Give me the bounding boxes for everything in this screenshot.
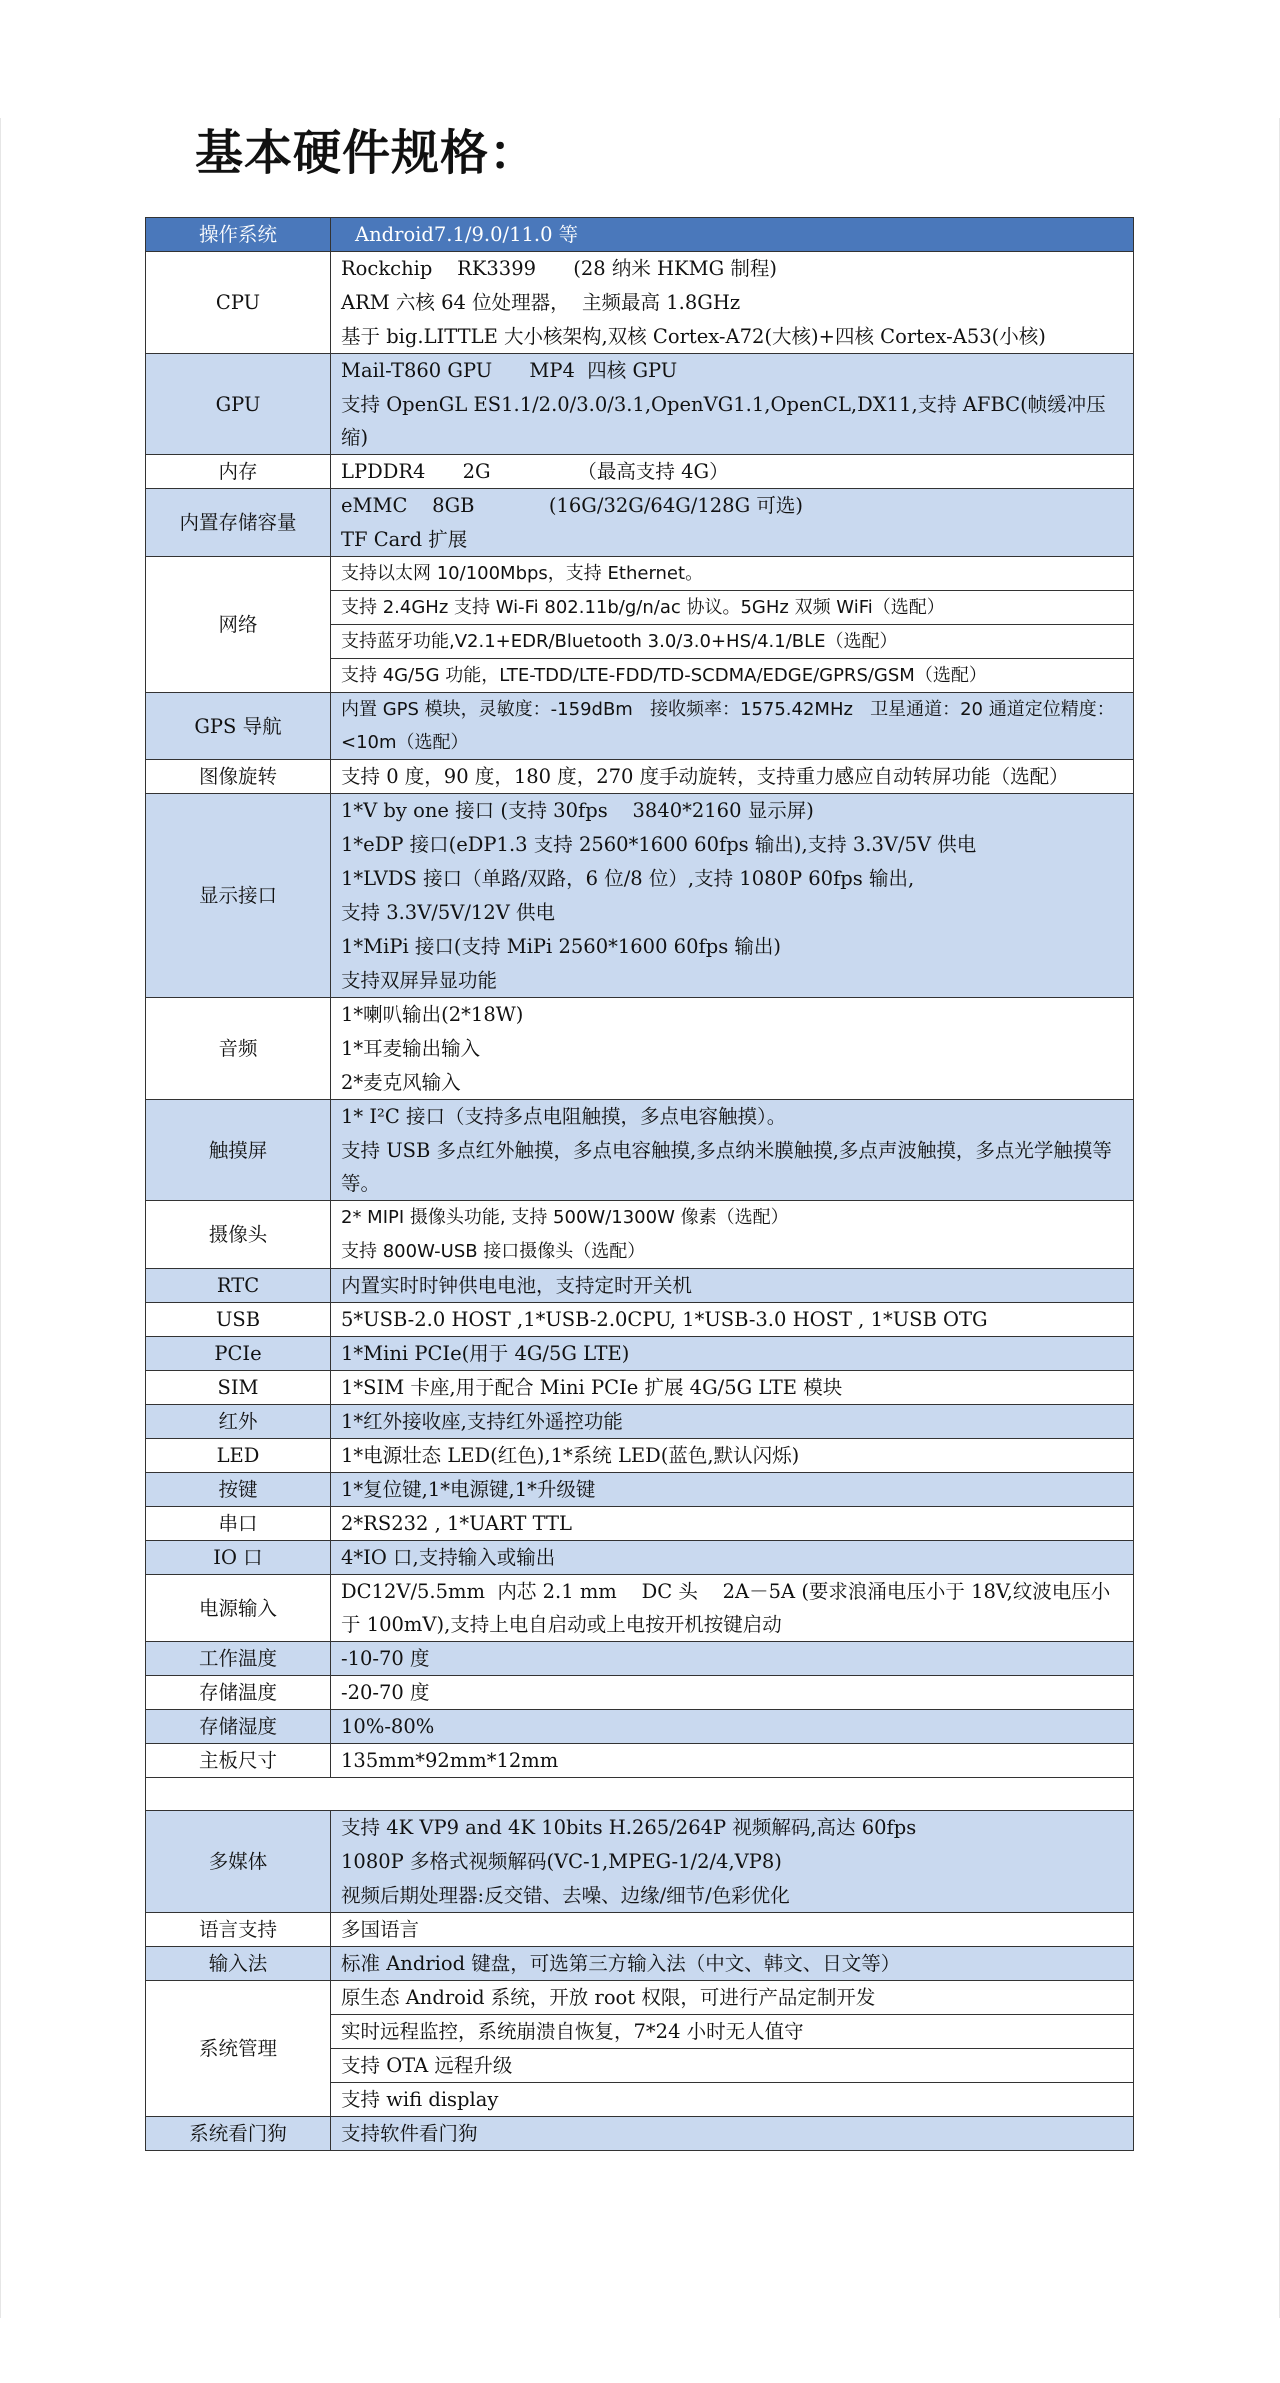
value-line: 135mm*92mm*12mm	[341, 1749, 559, 1772]
row-label: RTC	[146, 1269, 331, 1303]
row-value	[331, 1439, 1134, 1473]
row-label: 内置存储容量	[146, 489, 331, 557]
row-value	[331, 1100, 1134, 1201]
row-value	[331, 1371, 1134, 1405]
row-label: CPU	[146, 252, 331, 354]
row-usb	[146, 1303, 1134, 1337]
row-label: 显示接口	[146, 794, 331, 998]
row-label: 按键	[146, 1473, 331, 1507]
page-title: 基本硬件规格：	[195, 125, 539, 181]
row-label: PCIe	[146, 1337, 331, 1371]
row-store-temp	[146, 1676, 1134, 1710]
row-value	[331, 659, 1134, 693]
row-multimedia	[146, 1811, 1134, 1913]
row-keys	[146, 1473, 1134, 1507]
value-line: DC12V/5.5mm 内芯 2.1 mm DC 头 2A－5A (要求浪涌电压小于 18V,纹波电压小于 100mV),支持上电自启动或上电按开机按键启动	[341, 1580, 1111, 1636]
row-value	[331, 760, 1134, 794]
value-line: 支持 4K VP9 and 4K 10bits H.265/264P 视频解码,高达 60fps	[341, 1816, 917, 1839]
row-ir	[146, 1405, 1134, 1439]
row-value	[331, 1575, 1134, 1642]
row-value	[331, 1473, 1134, 1507]
row-value	[331, 1541, 1134, 1575]
row-label: 操作系统	[146, 218, 331, 252]
row-watchdog	[146, 2117, 1134, 2151]
row-memory	[146, 455, 1134, 489]
row-value	[331, 1337, 1134, 1371]
row-label: 串口	[146, 1507, 331, 1541]
row-spacer	[146, 1778, 1134, 1811]
value-line: 支持蓝牙功能,V2.1+EDR/Bluetooth 3.0/3.0+HS/4.1/BLE（选配）	[341, 631, 898, 652]
value-line: 支持软件看门狗	[341, 2122, 478, 2145]
row-value	[331, 1303, 1134, 1337]
value-line: 支持双屏异显功能	[341, 969, 498, 992]
row-label: 语言支持	[146, 1913, 331, 1947]
spacer-cell	[146, 1778, 1134, 1811]
row-label: 图像旋转	[146, 760, 331, 794]
row-label: 主板尺寸	[146, 1744, 331, 1778]
row-label: 内存	[146, 455, 331, 489]
value-line: -10-70 度	[341, 1647, 430, 1670]
value-line: 内置实时时钟供电电池，支持定时开关机	[341, 1274, 693, 1297]
row-label: 网络	[146, 557, 331, 693]
row-label: 系统管理	[146, 1981, 331, 2117]
value-line: 多国语言	[341, 1918, 420, 1941]
row-value	[331, 354, 1134, 455]
row-value	[331, 794, 1134, 998]
value-line: 1*Mini PCIe(用于 4G/5G LTE)	[341, 1342, 630, 1365]
value-line: 支持 wifi display	[341, 2088, 499, 2111]
row-value	[331, 1405, 1134, 1439]
value-line: 5*USB-2.0 HOST ,1*USB-2.0CPU, 1*USB-3.0 HOST , 1*USB OTG	[341, 1308, 988, 1331]
row-value	[331, 2015, 1134, 2049]
value-line: 原生态 Android 系统，开放 root 权限，可进行产品定制开发	[341, 1986, 876, 2009]
row-touch	[146, 1100, 1134, 1201]
row-display	[146, 794, 1134, 998]
row-value	[331, 489, 1134, 557]
row-power	[146, 1575, 1134, 1642]
row-value	[331, 693, 1134, 760]
value-line: 支持 4G/5G 功能，LTE-TDD/LTE-FDD/TD-SCDMA/EDGE/GPRS/GSM（选配）	[341, 665, 987, 686]
value-line: 支持 800W-USB 接口摄像头（选配）	[341, 1241, 646, 1262]
row-os	[146, 218, 1134, 252]
row-work-temp	[146, 1642, 1134, 1676]
row-label: 工作温度	[146, 1642, 331, 1676]
row-value	[331, 2117, 1134, 2151]
row-value	[331, 218, 1134, 252]
row-led	[146, 1439, 1134, 1473]
row-storage	[146, 489, 1134, 557]
value-line: 标准 Andriod 键盘，可选第三方输入法（中文、韩文、日文等）	[341, 1952, 901, 1975]
row-label: USB	[146, 1303, 331, 1337]
value-line: 1*eDP 接口(eDP1.3 支持 2560*1600 60fps 输出),支持 3.3V/5V 供电	[341, 833, 977, 856]
row-value	[331, 2083, 1134, 2117]
value-line: 1* I²C 接口（支持多点电阻触摸，多点电容触摸）。	[341, 1105, 787, 1128]
row-sys-mgmt-1	[146, 1981, 1134, 2015]
row-value	[331, 1201, 1134, 1269]
row-value	[331, 1744, 1134, 1778]
value-line: 实时远程监控，系统崩溃自恢复，7*24 小时无人值守	[341, 2020, 804, 2043]
value-line: 10%-80%	[341, 1715, 435, 1738]
row-label: 摄像头	[146, 1201, 331, 1269]
row-input-method	[146, 1947, 1134, 1981]
value-line: 1*耳麦输出输入	[341, 1037, 481, 1060]
row-audio	[146, 998, 1134, 1100]
value-line: 视频后期处理器:反交错、去噪、边缘/细节/色彩优化	[341, 1884, 790, 1907]
value-line: 支持 0 度，90 度，180 度，270 度手动旋转，支持重力感应自动转屏功能（选配）	[341, 765, 1069, 788]
row-label: 电源输入	[146, 1575, 331, 1642]
row-io	[146, 1541, 1134, 1575]
value-line: 1*MiPi 接口(支持 MiPi 2560*1600 60fps 输出)	[341, 935, 782, 958]
row-humidity	[146, 1710, 1134, 1744]
row-rtc	[146, 1269, 1134, 1303]
row-value	[331, 591, 1134, 625]
value-line: Android7.1/9.0/11.0 等	[355, 223, 579, 246]
row-value	[331, 1811, 1134, 1913]
value-line: 1*电源壮态 LED(红色),1*系统 LED(蓝色,默认闪烁)	[341, 1444, 800, 1467]
row-camera	[146, 1201, 1134, 1269]
row-cpu	[146, 252, 1134, 354]
row-sim	[146, 1371, 1134, 1405]
value-line: 1*复位键,1*电源键,1*升级键	[341, 1478, 596, 1501]
row-value	[331, 1676, 1134, 1710]
value-line: 1*SIM 卡座,用于配合 Mini PCIe 扩展 4G/5G LTE 模块	[341, 1376, 843, 1399]
row-gps	[146, 693, 1134, 760]
row-label: GPU	[146, 354, 331, 455]
value-line: 内置 GPS 模块，灵敏度：-159dBm 接收频率：1575.42MHz 卫星通道：20 通道定位精度：<10m（选配）	[341, 699, 1115, 753]
row-label: 红外	[146, 1405, 331, 1439]
value-line: 1*LVDS 接口（单路/双路，6 位/8 位）,支持 1080P 60fps 输出,	[341, 867, 915, 890]
value-line: Rockchip RK3399 (28 纳米 HKMG 制程)	[341, 257, 777, 280]
row-label: 系统看门狗	[146, 2117, 331, 2151]
row-value	[331, 998, 1134, 1100]
row-pcie	[146, 1337, 1134, 1371]
value-line: 支持以太网 10/100Mbps，支持 Ethernet。	[341, 563, 704, 584]
row-serial	[146, 1507, 1134, 1541]
row-label: GPS 导航	[146, 693, 331, 760]
value-line: Mail-T860 GPU MP4 四核 GPU	[341, 359, 678, 382]
value-line: 1080P 多格式视频解码(VC-1,MPEG-1/2/4,VP8)	[341, 1850, 782, 1873]
value-line: 2*RS232 , 1*UART TTL	[341, 1512, 572, 1535]
row-label: 输入法	[146, 1947, 331, 1981]
value-line: 支持 OTA 远程升级	[341, 2054, 513, 2077]
value-line: ARM 六核 64 位处理器， 主频最高 1.8GHz	[341, 291, 741, 314]
value-line: 1*喇叭输出(2*18W)	[341, 1003, 524, 1026]
spec-table	[145, 217, 1134, 2151]
value-line: 支持 USB 多点红外触摸，多点电容触摸,多点纳米膜触摸,多点声波触摸，多点光学触摸等等。	[341, 1139, 1112, 1195]
value-line: 2*麦克风输入	[341, 1071, 461, 1094]
value-line: -20-70 度	[341, 1681, 430, 1704]
row-value	[331, 1710, 1134, 1744]
row-value	[331, 2049, 1134, 2083]
value-line: eMMC 8GB (16G/32G/64G/128G 可选)	[341, 494, 803, 517]
row-value	[331, 1507, 1134, 1541]
value-line: 支持 3.3V/5V/12V 供电	[341, 901, 556, 924]
row-label: 多媒体	[146, 1811, 331, 1913]
value-line: TF Card 扩展	[341, 528, 468, 551]
row-value	[331, 625, 1134, 659]
row-value	[331, 1981, 1134, 2015]
row-value	[331, 1269, 1134, 1303]
row-value	[331, 1947, 1134, 1981]
value-line: LPDDR4 2G （最高支持 4G）	[341, 460, 729, 483]
row-rotation	[146, 760, 1134, 794]
value-line: 2* MIPI 摄像头功能, 支持 500W/1300W 像素（选配）	[341, 1207, 789, 1228]
row-label: 存储湿度	[146, 1710, 331, 1744]
value-line: 1*V by one 接口 (支持 30fps 3840*2160 显示屏)	[341, 799, 814, 822]
value-line: 1*红外接收座,支持红外遥控功能	[341, 1410, 623, 1433]
row-value	[331, 1642, 1134, 1676]
row-network-1	[146, 557, 1134, 591]
row-board-size	[146, 1744, 1134, 1778]
row-label: LED	[146, 1439, 331, 1473]
page-edge-left	[0, 118, 1, 2318]
row-value	[331, 557, 1134, 591]
row-label: 存储温度	[146, 1676, 331, 1710]
row-value	[331, 252, 1134, 354]
value-line: 支持 2.4GHz 支持 Wi-Fi 802.11b/g/n/ac 协议。5GHz 双频 WiFi（选配）	[341, 597, 945, 618]
value-line: 4*IO 口,支持输入或输出	[341, 1546, 556, 1569]
row-value	[331, 1913, 1134, 1947]
row-language	[146, 1913, 1134, 1947]
row-value	[331, 455, 1134, 489]
row-label: SIM	[146, 1371, 331, 1405]
row-label: 音频	[146, 998, 331, 1100]
row-label: IO 口	[146, 1541, 331, 1575]
value-line: 支持 OpenGL ES1.1/2.0/3.0/3.1,OpenVG1.1,OpenCL,DX11,支持 AFBC(帧缓冲压缩)	[341, 393, 1106, 449]
value-line: 基于 big.LITTLE 大小核架构,双核 Cortex-A72(大核)+四核 Cortex-A53(小核)	[341, 325, 1046, 348]
row-label: 触摸屏	[146, 1100, 331, 1201]
row-gpu	[146, 354, 1134, 455]
